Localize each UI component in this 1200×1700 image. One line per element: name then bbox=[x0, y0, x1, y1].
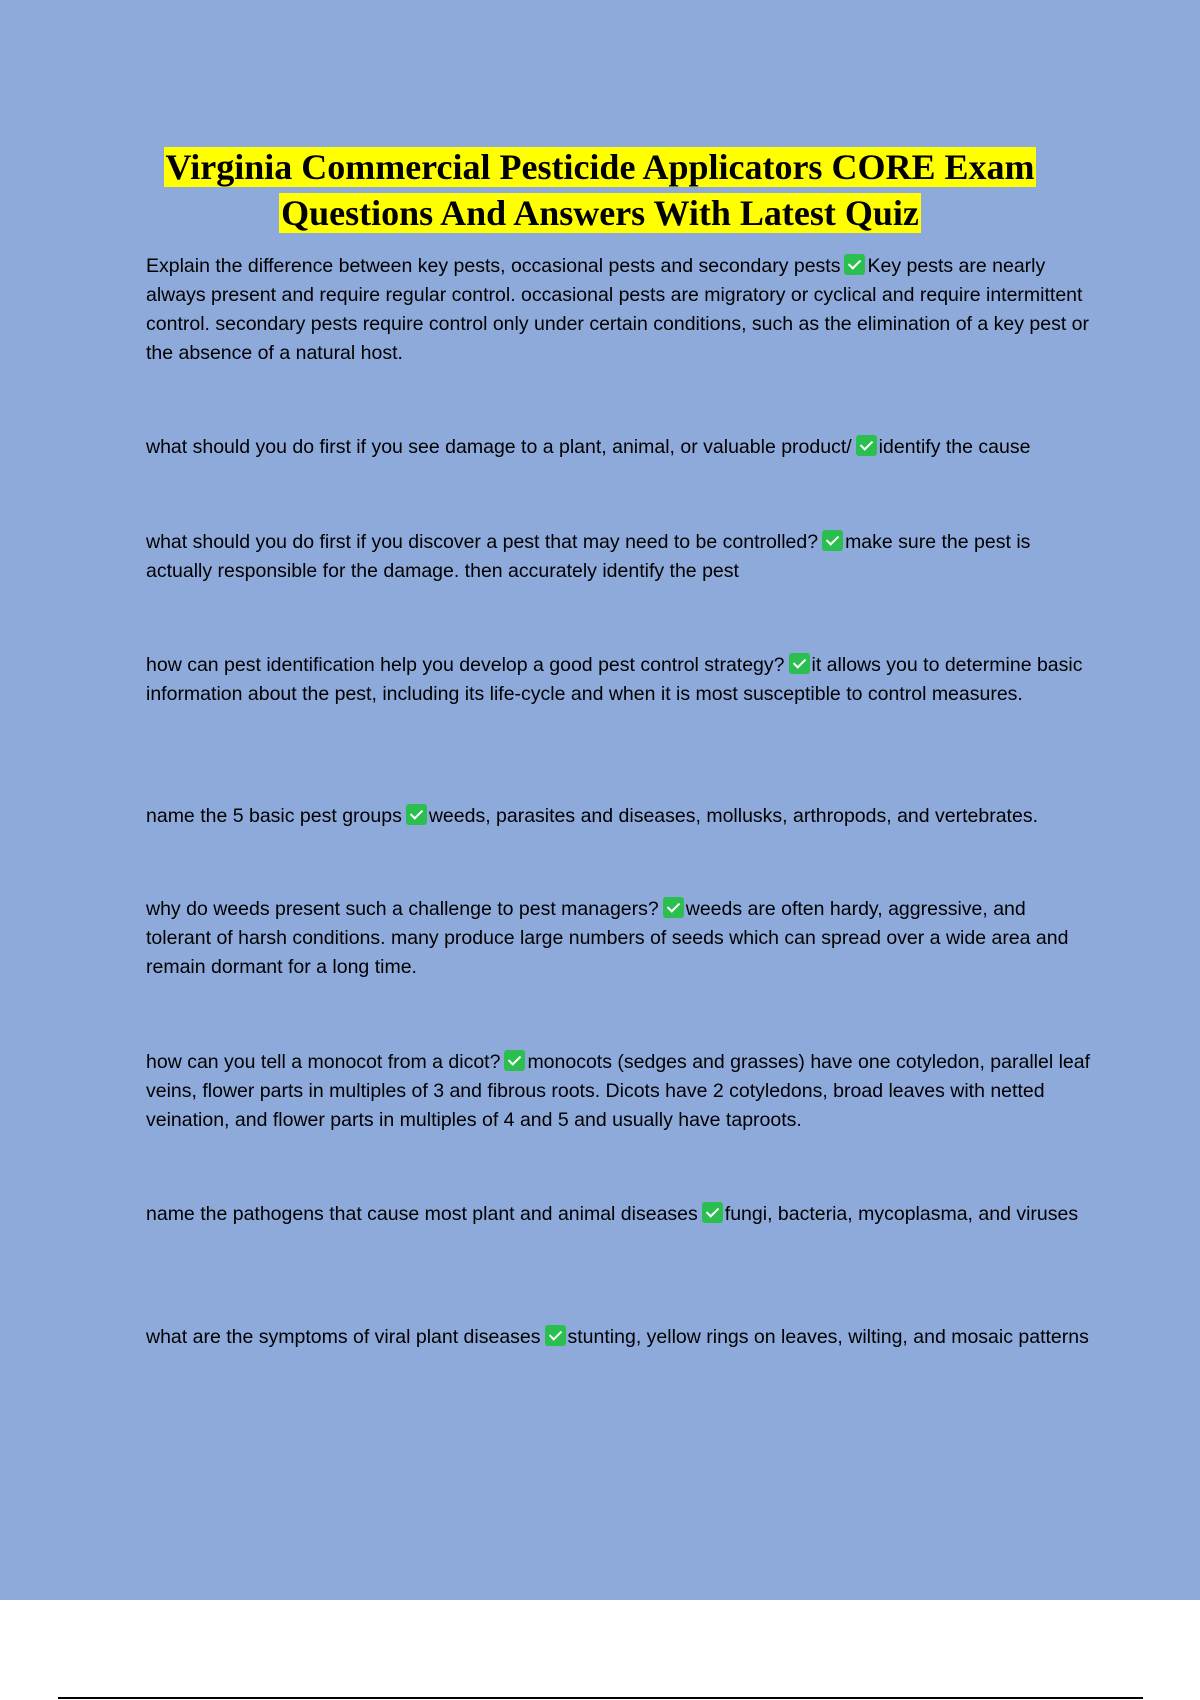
qa-item bbox=[146, 802, 1096, 831]
check-mark-icon bbox=[822, 530, 843, 551]
question-text: how can pest identification help you develop a good pest control strategy? bbox=[146, 654, 785, 676]
answer-text: it allows you to determine basic information about the pest, including its life-cycle and when it is most susceptible to control measures. bbox=[146, 654, 1083, 705]
answer-text: make sure the pest is actually responsible for the damage. then accurately identify the pest bbox=[146, 531, 1031, 582]
question-text: name the 5 basic pest groups bbox=[146, 805, 402, 827]
question-text: name the pathogens that cause most plant and animal diseases bbox=[146, 1203, 698, 1225]
qa-item bbox=[146, 528, 1096, 586]
answer-text: weeds are often hardy, aggressive, and tolerant of harsh conditions. many produce large numbers of seeds which can spread over a wide area and remain dormant for a long time. bbox=[146, 898, 1069, 978]
check-mark-icon bbox=[856, 435, 877, 456]
answer-text: stunting, yellow rings on leaves, wilting, and mosaic patterns bbox=[567, 1326, 1089, 1348]
qa-item bbox=[146, 1048, 1096, 1135]
check-mark-icon bbox=[406, 804, 427, 825]
question-text: what should you do first if you discover a pest that may need to be controlled? bbox=[146, 531, 819, 553]
answer-text: Key pests are nearly always present and require regular control. occasional pests are migratory or cyclical and require intermittent control. secondary pests require control only under certain conditions, such as the elimination of a key pest or the absence of a natural host. bbox=[146, 255, 1090, 364]
check-mark-icon bbox=[663, 897, 684, 918]
question-text: why do weeds present such a challenge to pest managers? bbox=[146, 898, 659, 920]
question-text: what should you do first if you see damage to a plant, animal, or valuable product/ bbox=[146, 436, 852, 458]
answer-text: identify the cause bbox=[878, 436, 1031, 458]
answer-text: weeds, parasites and diseases, mollusks, arthropods, and vertebrates. bbox=[428, 805, 1038, 827]
question-text: what are the symptoms of viral plant diseases bbox=[146, 1326, 541, 1348]
title-line-1: Virginia Commercial Pesticide Applicators CORE Exam bbox=[165, 147, 1035, 187]
check-mark-icon bbox=[504, 1050, 525, 1071]
answer-text: monocots (sedges and grasses) have one cotyledon, parallel leaf veins, flower parts in multiples of 3 and fibrous roots. Dicots have 2 cotyledons, broad leaves with netted veination, and flower parts in multiples of 4 and 5 and usually have taproots. bbox=[146, 1051, 1091, 1131]
title-line-2: Questions And Answers With Latest Quiz bbox=[281, 193, 919, 233]
qa-item bbox=[146, 1323, 1096, 1352]
qa-item bbox=[146, 1200, 1096, 1229]
qa-item bbox=[146, 895, 1096, 982]
question-text: how can you tell a monocot from a dicot? bbox=[146, 1051, 501, 1073]
qa-item bbox=[146, 651, 1096, 709]
check-mark-icon bbox=[702, 1202, 723, 1223]
check-mark-icon bbox=[789, 653, 810, 674]
question-text: Explain the difference between key pests, occasional pests and secondary pests bbox=[146, 255, 841, 277]
check-mark-icon bbox=[844, 254, 865, 275]
footer-rule bbox=[58, 1697, 1143, 1699]
document-title bbox=[0, 144, 1200, 236]
answer-text: fungi, bacteria, mycoplasma, and viruses bbox=[724, 1203, 1079, 1225]
check-mark-icon bbox=[545, 1325, 566, 1346]
qa-item bbox=[146, 433, 1096, 462]
qa-item bbox=[146, 252, 1096, 368]
